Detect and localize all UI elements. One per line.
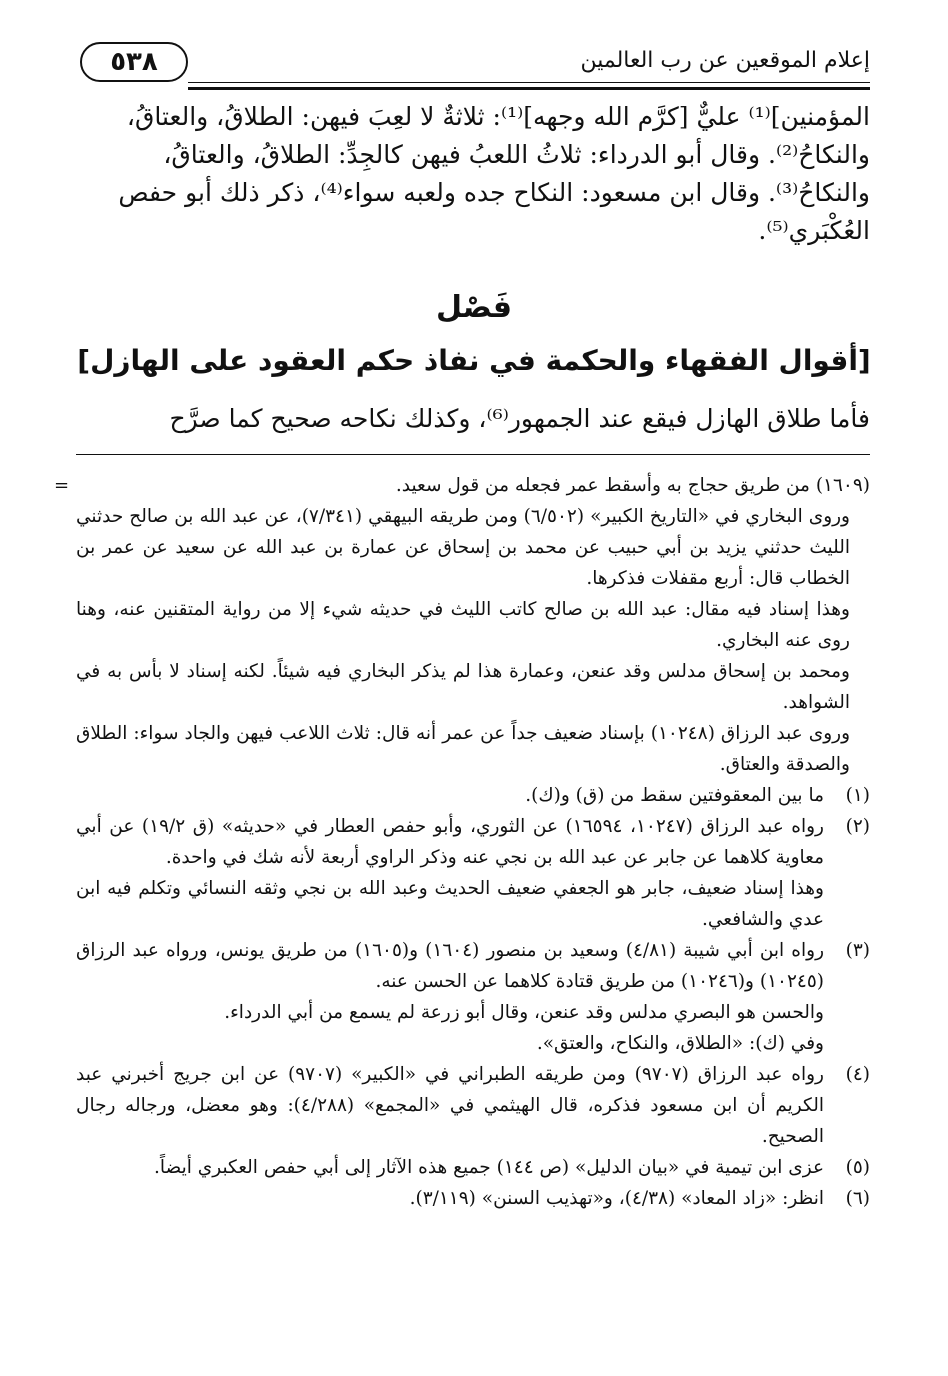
footnote-number: (٢) bbox=[845, 816, 870, 837]
footnote-text: وهذا إسناد ضعيف، جابر هو الجعفي ضعيف الحديث وعبد الله بن نجي وثقه النسائي وتكلم فيه ابن عدي والشافعي. bbox=[76, 878, 824, 930]
footnote-number: (٦) bbox=[845, 1188, 870, 1209]
footnote-5 bbox=[76, 1152, 870, 1183]
footnote-text: رواه عبد الرزاق (١٠٢٤٧، ١٦٥٩٤) عن الثوري، وأبو حفص العطار في «حديثه» (ق ١٩/٢) عن أبي معاوية كلاهما عن جابر عن عبد الله بن نجي عنه وذكر الراوي أربعة لأنه شك في واحدة. bbox=[76, 816, 824, 868]
section-title: [أقوال الفقهاء والحكمة في نفاذ حكم العقود على الهازل] bbox=[77, 344, 871, 377]
main-line: العُكْبَري⁽⁵⁾. bbox=[758, 216, 870, 245]
footnote-text: ما بين المعقوفتين سقط من (ق) و(ك). bbox=[525, 785, 824, 806]
footnote-number: (٥) bbox=[845, 1157, 870, 1178]
footnote-6 bbox=[76, 1183, 870, 1214]
fasl-heading: فَصْل bbox=[436, 290, 512, 325]
footnote-3 bbox=[76, 935, 870, 997]
footnote-number: (٣) bbox=[845, 940, 870, 961]
footnote-2 bbox=[76, 811, 870, 873]
footnote-text: رواه ابن أبي شيبة (٤/٨١) وسعيد بن منصور (١٦٠٤) و(١٦٠٥) من طريق يونس، ورواه عبد الرزاق (١٠٢٤٥) و(١٠٢٤٦) من طريق قتادة كلاهما عن الحسن عنه. bbox=[76, 940, 825, 992]
main-line: والنكاحُ⁽²⁾. وقال أبو الدرداء: ثلاثُ اللعبُ فيهن كالجِدِّ: الطلاقُ، والعتاقُ، bbox=[163, 140, 870, 169]
main-text bbox=[76, 98, 870, 250]
footnote-text: والحسن هو البصري مدلس وقد عنعن، وقال أبو زرعة لم يسمع من أبي الدرداء. bbox=[224, 1002, 824, 1023]
footnote-1 bbox=[76, 780, 870, 811]
continuation-mark: = bbox=[54, 475, 70, 496]
footnote-continuation: (١٦٠٩) من طريق حجاج به وأسقط عمر فجعله من قول سعيد. bbox=[395, 475, 870, 496]
footnote-text: وفي (ك): «الطلاق، والنكاح، والعتق». bbox=[536, 1033, 824, 1054]
running-title: إعلام الموقعين عن رب العالمين bbox=[580, 48, 870, 73]
main-line: المؤمنين]⁽¹⁾ عليٌّ [كرَّم الله وجهه]⁽¹⁾: ثلاثةٌ لا لعِبَ فيهن: الطلاقُ، والعتاقُ، bbox=[126, 102, 870, 131]
footnote-continuation: وهذا إسناد فيه مقال: عبد الله بن صالح كاتب الليث في حديثه شيء إلا من رواية المتقنين عنه، وهنا روى عنه البخاري. bbox=[76, 599, 850, 651]
footnote-text: رواه عبد الرزاق (٩٧٠٧) ومن طريقه الطبراني في «الكبير» (٩٧٠٧) عن ابن جريج أخبرني عبد الكريم أن ابن مسعود فذكره، قال الهيثمي في «المجمع» (٤/٢٨٨): وهو معضل، ورجاله رجال الصحيح. bbox=[76, 1064, 824, 1147]
footnote-divider bbox=[76, 454, 870, 455]
footnote-number: (١) bbox=[845, 785, 870, 806]
main-line: والنكاحُ⁽³⁾. وقال ابن مسعود: النكاح جده ولعبه سواء⁽⁴⁾، ذكر ذلك أبو حفص bbox=[118, 178, 870, 207]
footnote-4 bbox=[76, 1059, 870, 1152]
footnote-continuation: وروى عبد الرزاق (١٠٢٤٨) بإسناد ضعيف جداً عن عمر أنه قال: ثلاث اللاعب فيهن والجاد سواء: الطلاق والصدقة والعتاق. bbox=[76, 723, 850, 775]
page-header bbox=[80, 38, 870, 96]
footnote-text: عزى ابن تيمية في «بيان الدليل» (ص ١٤٤) جميع هذه الآثار إلى أبي حفص العكبري أيضاً. bbox=[154, 1157, 824, 1178]
footnote-text: انظر: «زاد المعاد» (٤/٣٨)، و«تهذيب السنن» (٣/١١٩). bbox=[409, 1188, 824, 1209]
page-number: ٥٣٨ bbox=[80, 42, 188, 82]
footnotes bbox=[54, 470, 870, 1214]
footnote-number: (٤) bbox=[845, 1064, 870, 1085]
section-body-line: فأما طلاق الهازل فيقع عند الجمهور⁽⁶⁾، وكذلك نكاحه صحيح كما صرَّح bbox=[169, 404, 870, 433]
footnote-continuation: وروى البخاري في «التاريخ الكبير» (٦/٥٠٢) ومن طريقه البيهقي (٧/٣٤١)، عن عبد الله بن صالح حدثني الليث حدثني يزيد بن أبي حبيب عن محمد بن إسحاق عن عمارة بن عبد الله عن سعيد عن عمر بن الخطاب قال: أربع مقفلات فذكرها. bbox=[76, 506, 850, 589]
header-rule-thick bbox=[188, 87, 870, 90]
footnote-continuation: ومحمد بن إسحاق مدلس وقد عنعن، وعمارة هذا لم يذكر البخاري فيه شيئاً. لكنه إسناد لا بأس به في الشواهد. bbox=[76, 661, 850, 713]
header-rule bbox=[188, 82, 870, 83]
